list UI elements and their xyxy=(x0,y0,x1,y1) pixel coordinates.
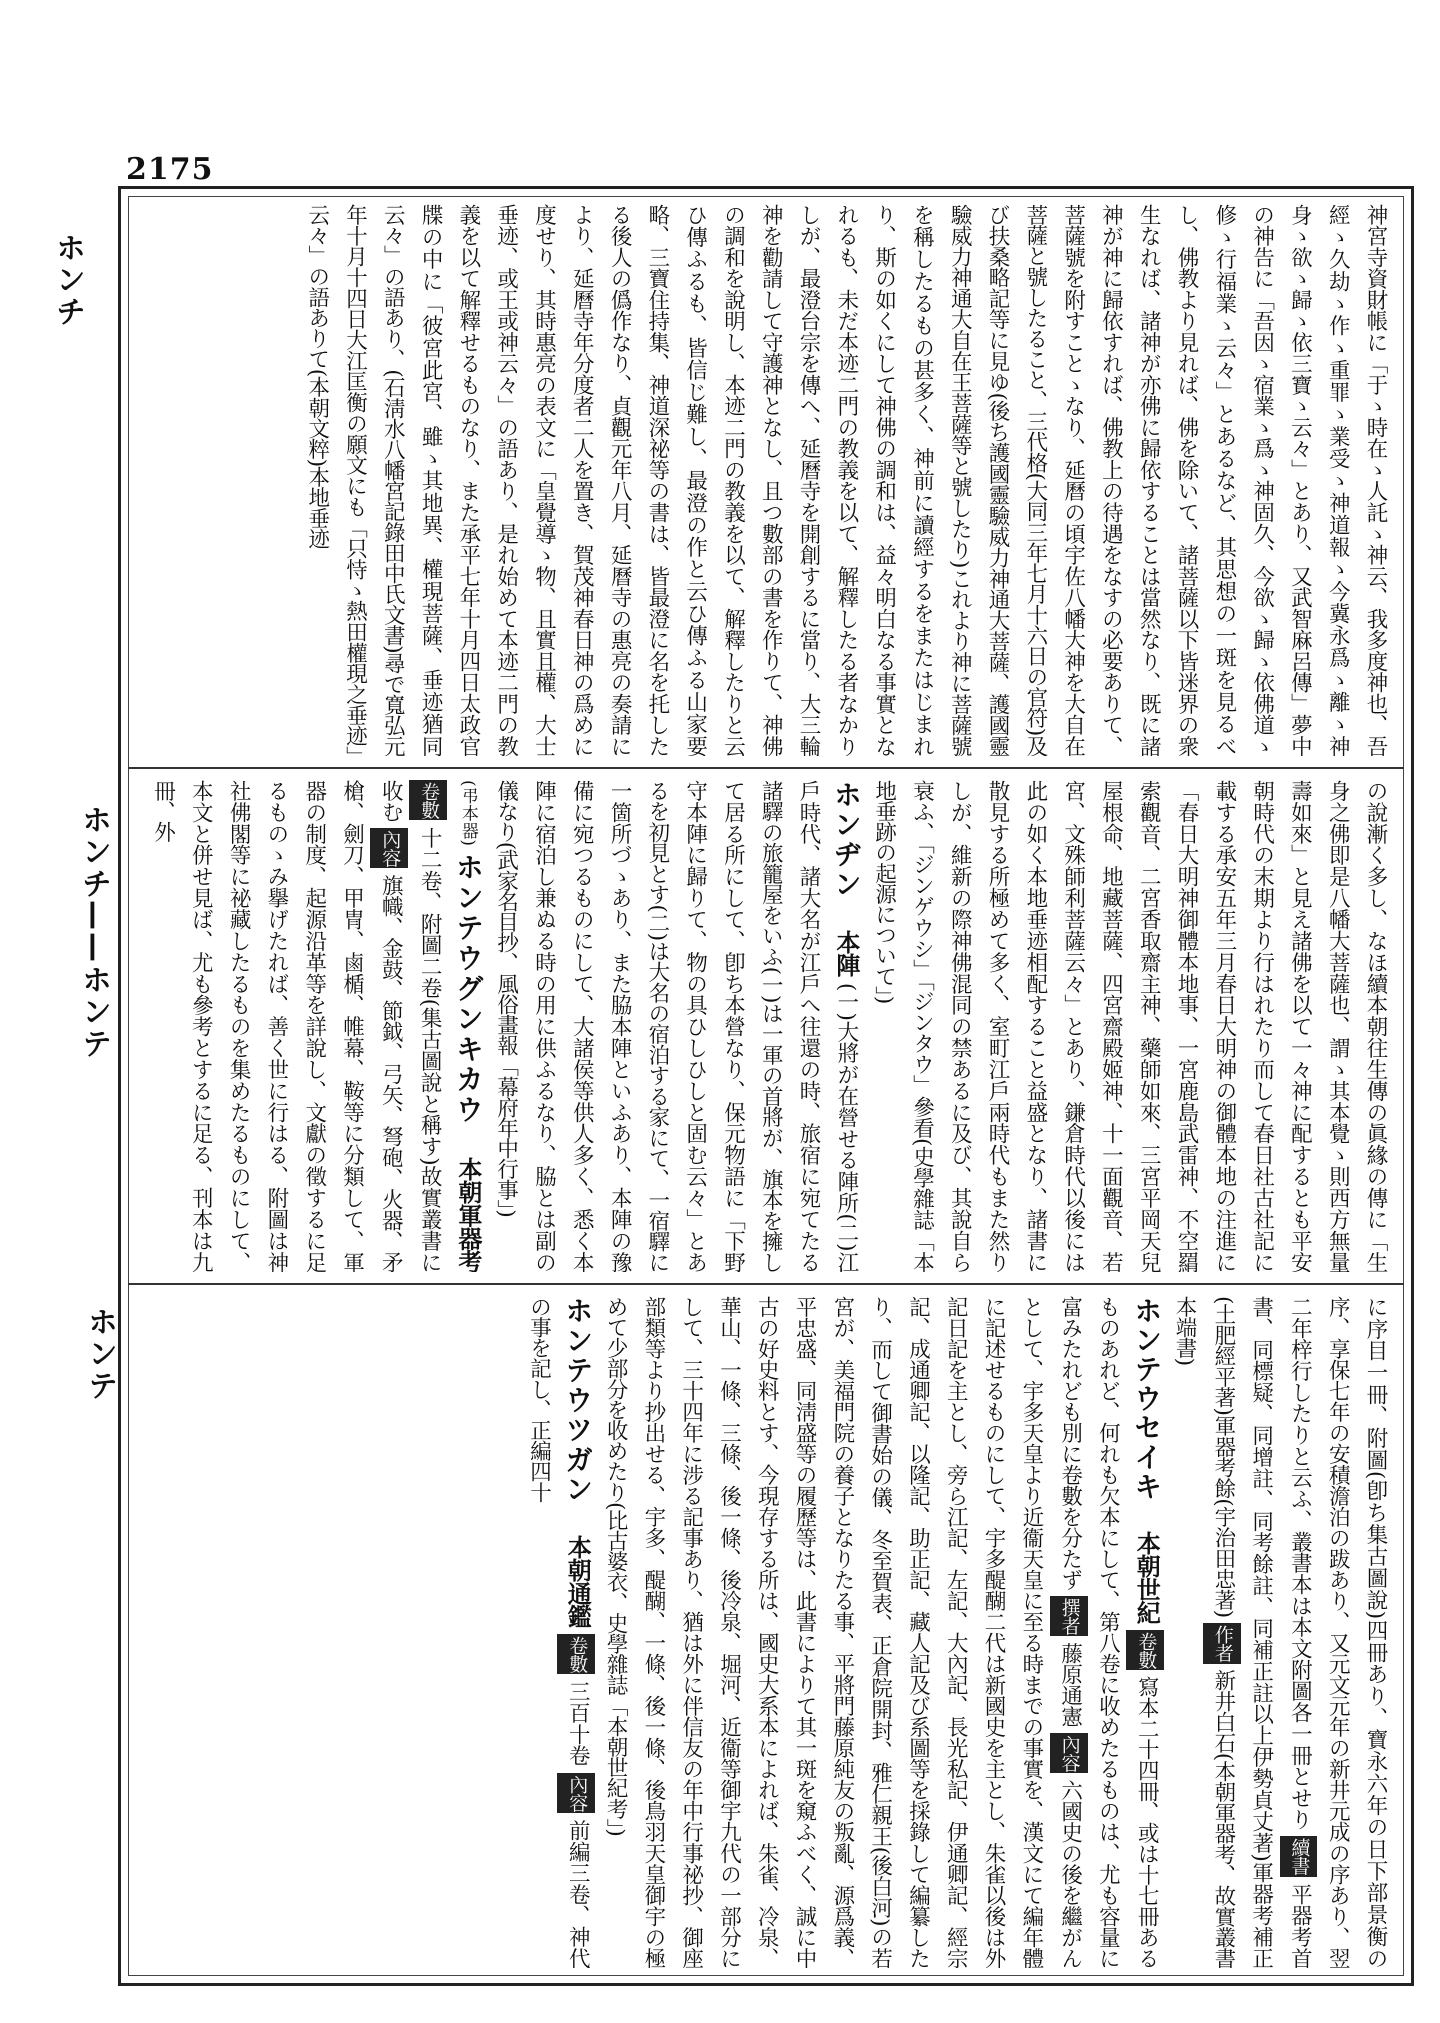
entry-body: 三百十卷 xyxy=(565,1680,591,1766)
section-divider-upper xyxy=(128,767,1404,769)
entry-body: 十二卷、附圖二卷(集古圖說と稱す)故實叢書に收む xyxy=(378,780,443,1272)
entry-body: 六國史の後を繼がんとして、宇多天皇より近衞天皇に至る時までの事實を、漢文にて編年體に記述せるものにして、宇多醍醐二代は新國史を主とし、朱雀以後は外記日記を主とし、旁ら江記、左記、大內記、長光私記、伊通卿記、經宗記、成通卿記、以隆記、助正記、藏人記及び系圖等を採錄して編纂したり、而して御書始の儀、冬至賀表、正倉院開封、雅仁親王(後白河)の若宮が、美福門院の養子となりたる事、平將門藤原純友の叛亂、源爲義、平忠盛、同淸盛等の履歷等は、此書によりて其一斑を窺ふべく、誠に中古の好史料とす、今現存する所は、國史大系本によれば、朱雀、冷泉、華山、一條、三條、後一條、後冷泉、堀河、近衞等御宇九代の一部分にして、三十四年に涉る記事あり、猶は外に伴信友の年中行事祕抄、御座部類等より抄出せる、宇多、醍醐、一條、後一條、後鳥羽天皇御宇の極めて少部分を收めたり(比古婆衣、史學雜誌「本朝世紀考」) xyxy=(603,1296,1083,1968)
label-tag: 內容 xyxy=(557,1773,595,1813)
label-tag: 內容 xyxy=(370,828,408,868)
label-tag: 卷數 xyxy=(1126,1630,1164,1670)
margin-heading-top: ホンチ xyxy=(50,232,85,328)
entry-headword: ホンヂン xyxy=(829,780,863,900)
margin-heading-middle: ホンチ——ホンテ xyxy=(76,804,111,1060)
entry-body: 藤原通憲 xyxy=(1057,1642,1083,1727)
page-number: 2175 xyxy=(126,152,214,187)
entry-kanji: 本陣 xyxy=(831,929,861,977)
body-text: に序目一冊、附圖(卽ち集古圖說)四冊あり、寶永六年の日下部景衡の序、享保七年の安積澹泊の跋あり、又元文元年の新井元成の序あり、翌二年梓行したりと云ふ、叢書本は本文附圖各一冊とせり xyxy=(1287,1296,1388,1968)
label-tag: 卷數 xyxy=(409,780,447,820)
entry-seiki xyxy=(596,1296,1165,1968)
entry-annotation: (弔本器) xyxy=(457,780,478,846)
entry-body: 前編三卷、神代の事を記し、正編四十 xyxy=(526,1296,591,1968)
section-divider-lower xyxy=(128,1283,1404,1285)
entry-body: 寫本二十四冊、或は十七冊あるものあれど、何れも欠本にして、第八卷に收めたるものは、尤も容量に富みたれども別に卷數を分たず xyxy=(1057,1296,1160,1968)
body-paragraph: 神宮寺資財帳に「于ゝ時在ゝ人託ゝ神云、我多度神也、吾經ゝ久劫ゝ作ゝ重罪ゝ業受ゝ神道報ゝ今冀永爲ゝ離ゝ神身ゝ欲ゝ歸ゝ依三寶ゝ云々」とあり、又武智麻呂傳」夢中の神告に「吾因ゝ宿業ゝ爲ゝ神固久、今欲ゝ歸ゝ依佛道ゝ修ゝ行福業ゝ云々」とあるなど、其思想の一斑を見るべし、佛教より見れば、佛を除いて、諸菩薩以下皆迷界の衆生なれば、諸神が亦佛に歸依することは當然なり、既に諸神が神に歸依すれば、佛教上の待遇をなすの必要ありて、菩薩號を附すことゝなり、延曆の頃宇佐八幡大神を大自在菩薩と號したること、三代格(大同三年七月十六日の官符)及び扶桑略記等に見ゆ(後ち護國靈驗威力神通大菩薩、護國靈驗威力神通大自在王菩薩等と號したり)これより神に菩薩號を稱したるもの甚多く、神前に讀經するをまたはじまれり、斯の如くにして神佛の調和は、益々明白なる事實となれるも、未だ本迹二門の教義を以て、解釋したる者なかりしが、最澄台宗を傳へ、延曆寺を開創するに當り、大三輪神を勸請して守護神となし、且つ數部の書を作りて、神佛の調和を說明し、本迹二門の教義を以て、解釋したりと云ひ傳ふるも、皆信じ難し、最澄の作と云ひ傳ふる山家要略、三寶住持集、神道深祕等の書は、皆最澄に名を托したる後人の僞作なり、貞觀元年八月、延曆寺の惠亮の奏請により、延曆寺年分度者二人を置き、賀茂神春日神の爲めに度せり、其時惠亮の表文に「皇覺導ゝ物、且實且權、大士垂迹、或王或神云々」の語あり、是れ始めて本迹二門の教義を以て解釋せるものなり、また承平七年十月四日太政官牒の中に「彼宮此宮、雖ゝ其地異、權現菩薩、垂迹猶同云々」の語あり、(石淸水八幡宮記錄田中氏文書)尋で寬弘元年十月十四日大江匡衡の願文にも「只恃ゝ熱田權現之垂迹」云々」の語ありて(本朝文粹)本地垂迹 xyxy=(304,204,1388,756)
body-paragraph xyxy=(1165,1296,1394,1968)
body-text: 新井白石(本朝軍器考、故實叢書本端書) xyxy=(1172,1296,1236,1968)
entry-body: 旗幟、金鼓、節鉞、弓矢、弩砲、火器、矛槍、劍刀、甲冑、鹵楯、帷幕、鞍等に分類して、軍器の制度、起源沿革等を詳說し、文獻の徵するに足るものゝみ擧げたれば、善く世に行はる、附圖は神社佛閣等に祕藏したるものを集めたるものにして、本文と併せ見ば、尤も參考とするに足る、刊本は九冊、外 xyxy=(150,780,404,1272)
entry-tsugan xyxy=(520,1296,597,1968)
body-paragraph: の說漸く多し、なほ續本朝往生傳の眞緣の傳に「生身之佛即是八幡大菩薩也、謂ゝ其本覺ゝ則西方無量壽如來」と見え諸佛を以て一々神に配するとも平安朝時代の末期より行はれたり而して春日社古社記に載する承安五年三月春日大明神の御體本地の注進に「春日大明神御體本地事、一宮鹿島武雷神、不空羂索觀音、二宮香取齋主神、藥師如來、三宮平岡天兒屋根命、地藏菩薩、四宮齋殿姬神、十一面觀音、若宮、文殊師利菩薩云々」とあり、鎌倉時代以後には此の如く本地垂迹相配すること益盛となり、諸書に散見する所極めて多く、室町江戶兩時代もまた然りしが、維新の際神佛混同の禁あるに及び、其說自ら衰ふ、「ジンゲウシ」「ジンタウ」參看(史學雜誌「本地垂跡の起源について」) xyxy=(871,780,1388,1272)
entry-headword: ホンテウセイキ xyxy=(1130,1296,1164,1501)
label-tag: 卷數 xyxy=(557,1634,595,1674)
label-tag: 作者 xyxy=(1203,1623,1241,1663)
section-text-upper xyxy=(140,204,1394,756)
entry-kanji: 本朝軍器考 xyxy=(453,1156,483,1272)
label-tag: 續書 xyxy=(1280,1836,1318,1876)
section-text-middle xyxy=(140,780,1394,1272)
entry-kanji: 本朝通鑑 xyxy=(563,1534,593,1628)
entry-kanji: 本朝世紀 xyxy=(1132,1531,1162,1624)
label-tag: 撰者 xyxy=(1050,1596,1088,1636)
entry-headword: ホンテウツガン xyxy=(561,1296,595,1505)
entry-body: (一)大將が在營せる陣所(二)江戶時代、諸大名が江戶へ往還の時、旅宿に宛てたる諸驛の旅籠屋をいふ(一)は一軍の首將が、旗本を擁して居る所にして、卽ち本營なり、保元物語に「下野守本陣に歸りて、物の具ひしひしと固む云々」とあるを初見とす(二)は大名の宿泊する家にて、一宿驛に一箇所づゝあり、また脇本陣といふあり、本陣の豫備に宛つるものにして、大諸侯等供人多く、悉く本陣に宿泊し兼ぬる時の用に供ふるなり、脇とは副の儀なり(武家名目抄、風俗畫報「幕府年中行事」) xyxy=(493,780,859,1272)
body-text: 平器考首書、同標疑、同增註、同考餘註、同補正註以上伊勢貞丈著)軍器考補正(土肥經平著)軍器考餘(宇治田忠著) xyxy=(1210,1296,1313,1968)
entry-headword: ホンテウグンキカウ xyxy=(451,852,485,1126)
section-text-lower xyxy=(140,1296,1394,1968)
entry-honjin xyxy=(487,780,865,1272)
margin-heading-bottom: ホンテ xyxy=(82,1306,117,1402)
label-tag: 內容 xyxy=(1050,1733,1088,1773)
entry-kouko xyxy=(144,780,487,1272)
